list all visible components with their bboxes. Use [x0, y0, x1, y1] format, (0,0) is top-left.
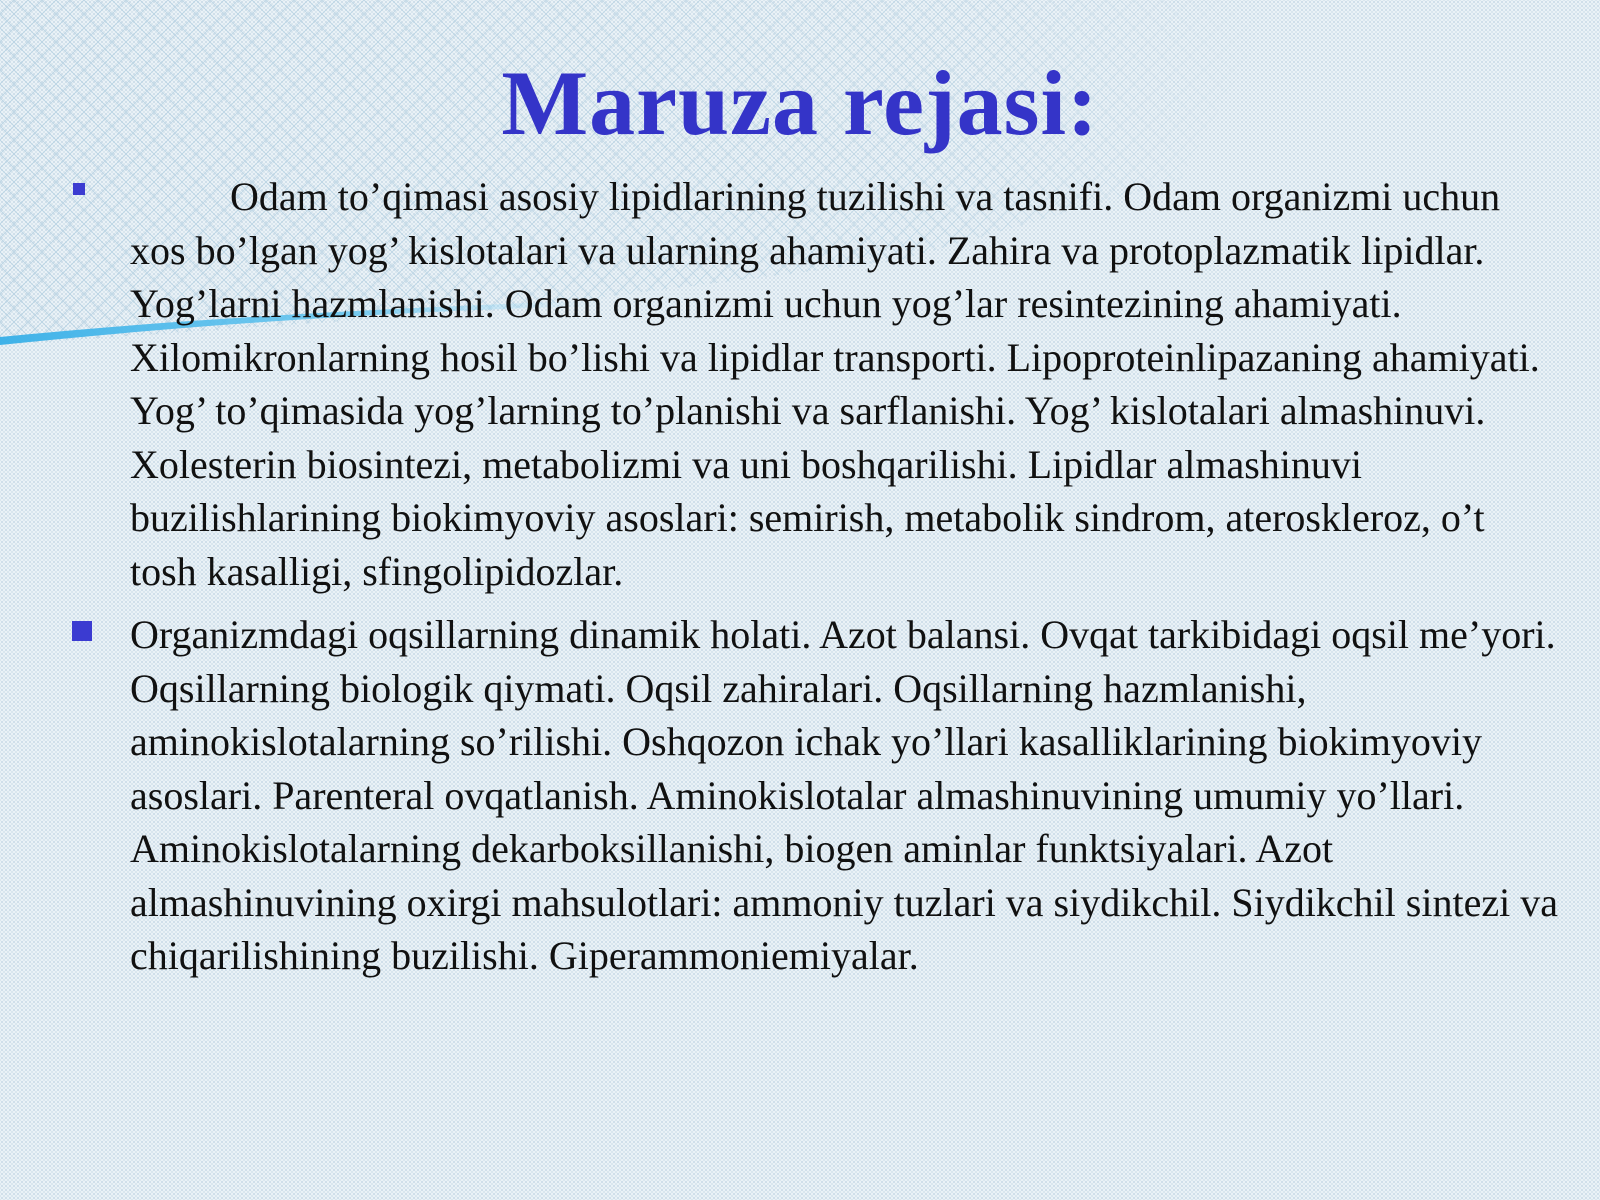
- list-item: [0, 608, 1600, 983]
- list-item: [0, 170, 1600, 598]
- bullet-list: [0, 170, 1600, 993]
- square-bullet-icon: [73, 183, 85, 195]
- square-bullet-icon: [72, 621, 92, 641]
- bullet-text-proteins: Organizmdagi oqsillarning dinamik holati. Azot balansi. Ovqat tarkibidagi oqsil me’yori. Oqsillarning biologik qiymati. Oqsil zahiralari. Oqsillarning hazmlanishi, aminokislotalarning so’rilishi. Oshqozon ichak yo’llari kasalliklarining biokimyoviy asoslari. Parenteral ovqatlanish. Aminokislotalar almashinuvining umumiy yo’llari. Aminokislotalarning dekarboksillanishi, biogen aminlar funktsiyalari. Azot almashinuvining oxirgi mahsulotlari: ammoniy tuzlari va siydikchil. Siydikchil sintezi va chiqarilishining buzilishi. Giperammoniemiyalar.: [130, 612, 1558, 978]
- bullet-text-lipids: Odam to’qimasi asosiy lipidlarining tuzilishi va tasnifi. Odam organizmi uchun xos bo’lgan yog’ kislotalari va ularning ahamiyati. Zahira va protoplazmatik lipidlar. Yog’larni hazmlanishi. Odam organizmi uchun yog’lar resintezining ahamiyati. Xilomikronlarning hosil bo’lishi va lipidlar transporti. Lipoproteinlipazaning ahamiyati. Yog’ to’qimasida yog’larning to’planishi va sarflanishi. Yog’ kislotalari almashinuvi. Xolesterin biosintezi, metabolizmi va uni boshqarilishi. Lipidlar almashinuvi buzilishlarining biokimyoviy asoslari: semirish, metabolik sindrom, ateroskleroz, o’t tosh kasalligi, sfingolipidozlar.: [130, 174, 1540, 594]
- slide-title: Maruza rejasi:: [501, 52, 1099, 154]
